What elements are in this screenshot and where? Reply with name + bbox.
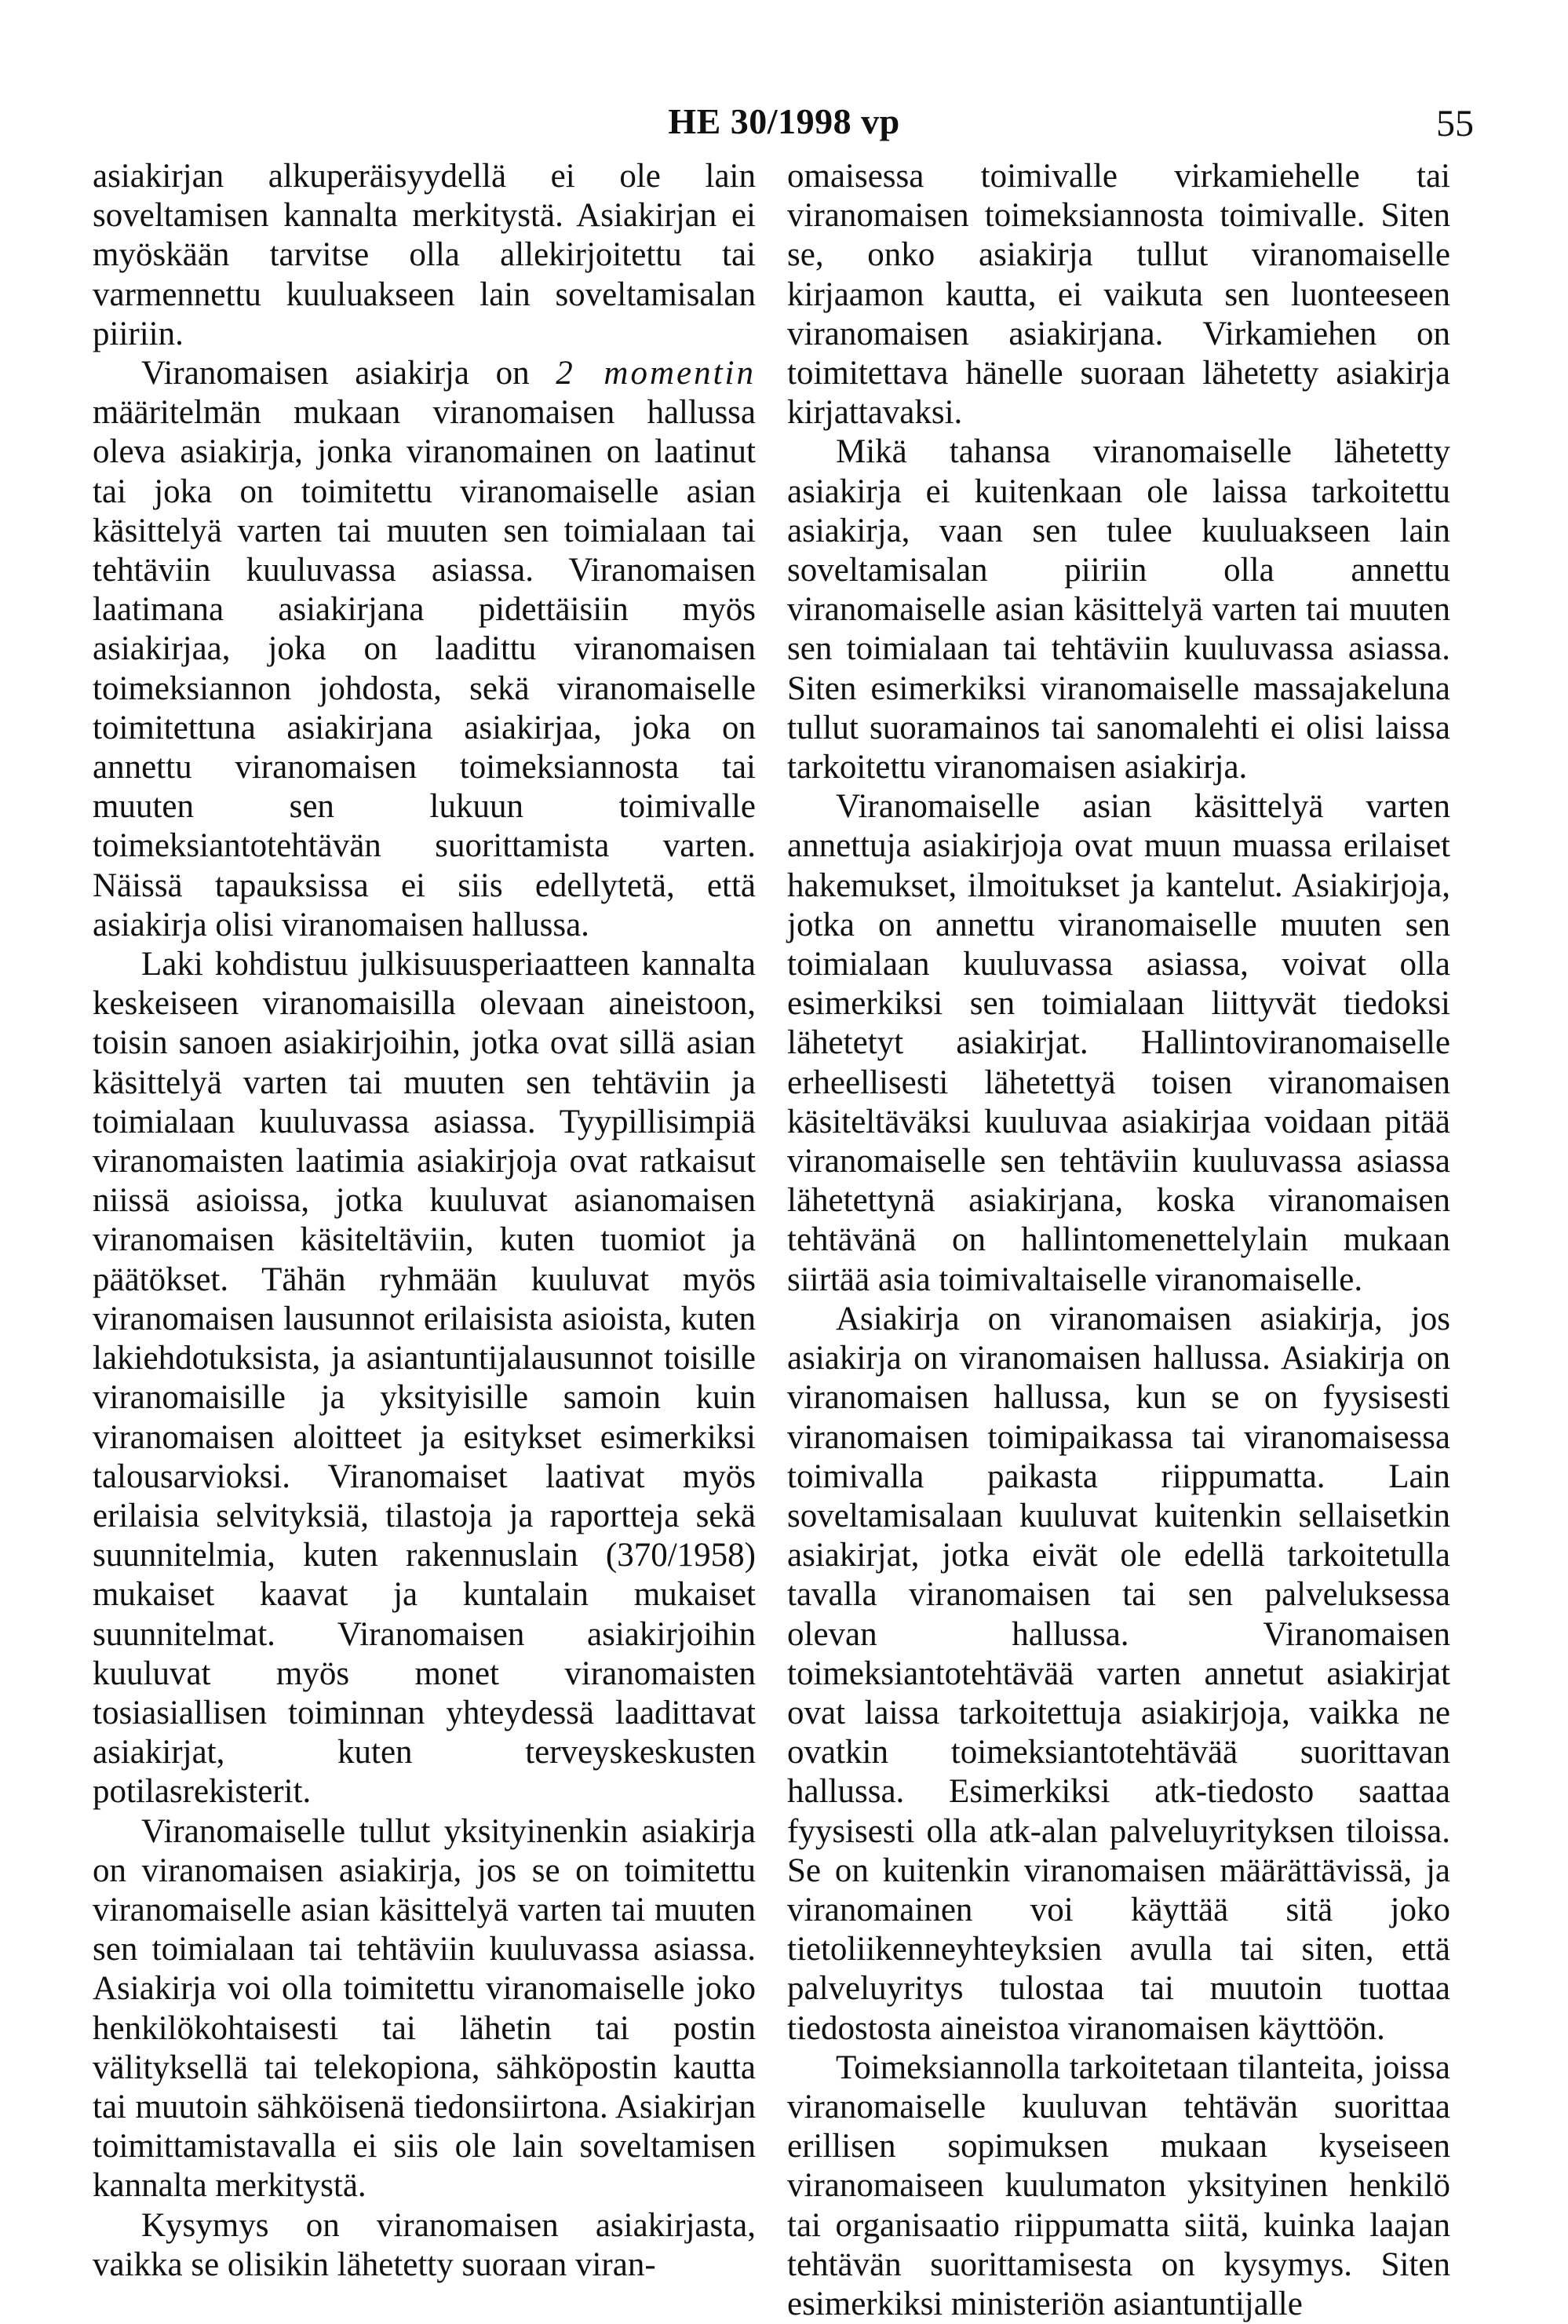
paragraph-text: Viranomaisen asiakirja on [141,355,556,392]
paragraph [93,354,756,945]
paragraph: Toimeksiannolla tarkoitetaan tilanteita, joissa viranomaiselle kuuluvan tehtävän suorittaa erillisen sopimuksen mukaan kyseiseen viranomaiseen kuulumaton yksityinen henkilö tai organisaatio riippumatta siitä, kuinka laajan tehtävän suorittamisesta on kysymys. Siten esimerkiksi ministeriön asiantuntijalle [787,2049,1450,2322]
paragraph: Viranomaiselle asian käsittelyä varten annettuja asiakirjoja ovat muun muassa erilaiset hakemukset, ilmoitukset ja kantelut. Asiakirjoja, jotka on annettu viranomaiselle muuten sen toimialaan kuuluvassa asiassa, voivat olla esimerkiksi sen toimialaan liittyvät tiedoksi lähetetyt asiakirjat. Hallintoviranomaiselle erheellisesti lähetettyä toisen viranomaisen käsiteltäväksi kuuluvaa asiakirjaa voidaan pitää viranomaiselle sen tehtäviin kuuluvassa asiassa lähetettynä asiakirjana, koska viranomaisen tehtävänä on hallintomenettelylain mukaan siirtää asia toimivaltaiselle viranomaiselle. [787,788,1450,1298]
right-column [787,157,1450,2324]
emphasized-term: 2 momentin [556,355,756,392]
left-column [93,157,756,2285]
paragraph: Kysymys on viranomaisen asiakirjasta, vaikka se olisikin lähetetty suoraan viran- [93,2206,756,2283]
paragraph: asiakirjan alkuperäisyydellä ei ole lain soveltamisen kannalta merkitystä. Asiakirjan ei myöskään tarvitse olla allekirjoitettu tai varmennettu kuuluakseen lain soveltamisalan piiriin. [93,158,756,352]
page-number: 55 [1436,103,1474,144]
running-header: HE 30/1998 vp [668,101,900,141]
paragraph: Asiakirja on viranomaisen asiakirja, jos asiakirja on viranomaisen hallussa. Asiakirja on viranomaisen hallussa, kun se on fyysisesti viranomaisen toimipaikassa tai viranomaisessa toimivalla paikasta riippumatta. Lain soveltamisalaan kuuluvat kuitenkin sellaisetkin asiakirjat, jotka eivät ole edellä tarkoitetulla tavalla viranomaisen tai sen palveluksessa olevan hallussa. Viranomaisen toimeksiantotehtävää varten annetut asiakirjat ovat laissa tarkoitettuja asiakirjoja, vaikka ne ovatkin toimeksiantotehtävää suorittavan hallussa. Esimerkiksi atk-tiedosto saattaa fyysisesti olla atk-alan palveluyrityksen tiloissa. Se on kuitenkin viranomaisen määrättävissä, ja viranomainen voi käyttää sitä joko tietoliikenneyhteyksien avulla tai siten, että palveluyritys tulostaa tai muutoin tuottaa tiedostosta aineistoa viranomaisen käyttöön. [787,1300,1450,2047]
paragraph: Laki kohdistuu julkisuusperiaatteen kannalta keskeiseen viranomaisilla olevaan aineistoon, toisin sanoen asiakirjoihin, jotka ovat sillä asian käsittelyä varten tai muuten sen tehtäviin ja toimialaan kuuluvassa asiassa. Tyypillisimpiä viranomaisten laatimia asiakirjoja ovat ratkaisut niissä asioissa, jotka kuuluvat asianomaisen viranomaisen käsiteltäviin, kuten tuomiot ja päätökset. Tähän ryhmään kuuluvat myös viranomaisen lausunnot erilaisista asioista, kuten lakiehdotuksista, ja asiantuntijalausunnot toisille viranomaisille ja yksityisille samoin kuin viranomaisen aloitteet ja esitykset esimerkiksi talousarvioksi. Viranomaiset laativat myös erilaisia selvityksiä, tilastoja ja raportteja sekä suunnitelmia, kuten rakennuslain (370/1958) mukaiset kaavat ja kuntalain mukaiset suunnitelmat. Viranomaisen asiakirjoihin kuuluvat myös monet viranomaisten tosiasiallisen toiminnan yhteydessä laadittavat asiakirjat, kuten terveyskeskusten potilasrekisterit. [93,946,756,1811]
paragraph: omaisessa toimivalle virkamiehelle tai viranomaisen toimeksiannosta toimivalle. Siten se, onko asiakirja tullut viranomaiselle kirjaamon kautta, ei vaikuta sen luonteeseen viranomaisen asiakirjana. Virkamiehen on toimitettava hänelle suoraan lähetetty asiakirja kirjattavaksi. [787,158,1450,432]
paragraph: Viranomaiselle tullut yksityinenkin asiakirja on viranomaisen asiakirja, jos se on toimitettu viranomaiselle asian käsittelyä varten tai muuten sen toimialaan tai tehtäviin kuuluvassa asiassa. Asiakirja voi olla toimitettu viranomaiselle joko henkilökohtaisesti tai lähetin tai postin välityksellä tai telekopiona, sähköpostin kautta tai muutoin sähköisenä tiedonsiirtona. Asiakirjan toimittamistavalla ei siis ole lain soveltamisen kannalta merkitystä. [93,1812,756,2205]
paragraph: Mikä tahansa viranomaiselle lähetetty asiakirja ei kuitenkaan ole laissa tarkoitettu asiakirja, vaan sen tulee kuuluakseen lain soveltamisalan piiriin olla annettu viranomaiselle asian käsittelyä varten tai muuten sen toimialaan tai tehtäviin kuuluvassa asiassa. Siten esimerkiksi viranomaiselle massajakeluna tullut suoramainos tai sanomalehti ei olisi laissa tarkoitettu viranomaisen asiakirja. [787,433,1450,786]
paragraph-text: määritelmän mukaan viranomaisen hallussa oleva asiakirja, jonka viranomainen on laatinut tai joka on toimitettu viranomaiselle asian käsittelyä varten tai muuten sen toimialaan tai tehtäviin kuuluvassa asiassa. Viranomaisen laatimana asiakirjana pidettäisiin myös asiakirjaa, joka on laadittu viranomaisen toimeksiannon johdosta, sekä viranomaiselle toimitettuna asiakirjana asiakirjaa, joka on annettu viranomaisen toimeksiannosta tai muuten sen lukuun toimivalle toimeksiantotehtävän suorittamista varten. Näissä tapauksissa ei siis edellytetä, että asiakirja olisi viranomaisen hallussa. [93,394,756,943]
